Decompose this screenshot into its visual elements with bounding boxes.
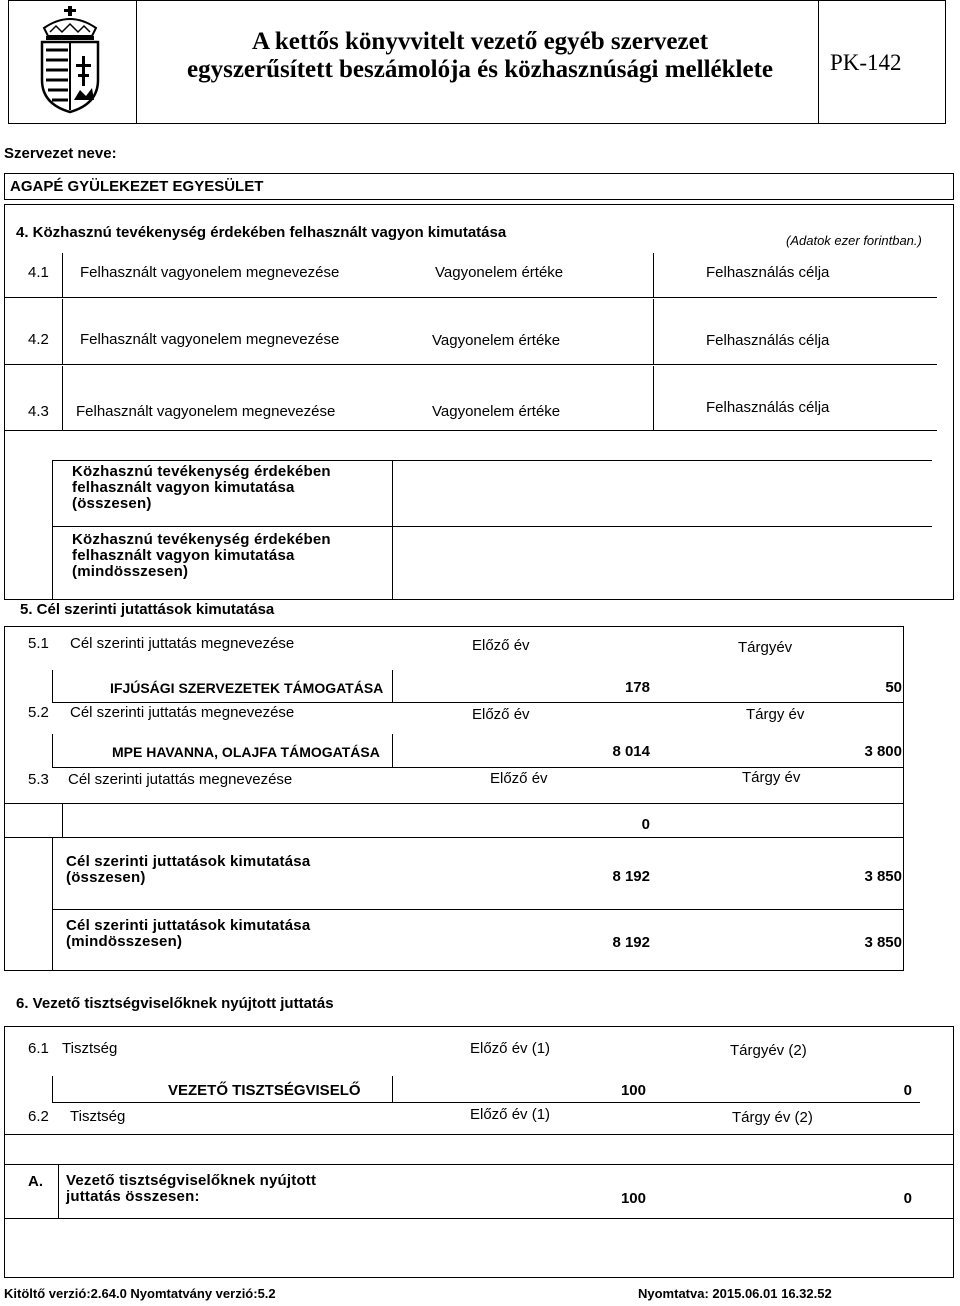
- block-4-2-col-value: Vagyonelem értéke: [432, 332, 561, 349]
- block-4-2-underline: [4, 364, 937, 365]
- block-6-1-col-prev: Előző év (1): [470, 1040, 551, 1057]
- block-5-3-top: [4, 803, 904, 804]
- section-4-total-top: [52, 460, 932, 461]
- section-6-total-label: Vezető tisztségviselőknek nyújtott juttatás összesen:: [66, 1172, 317, 1205]
- header-divider: [136, 0, 137, 124]
- block-5-2-row-curr: 3 800: [864, 743, 902, 760]
- unit-note: (Adatok ezer forintban.): [786, 233, 922, 248]
- block-4-1-col-value: Vagyonelem értéke: [435, 264, 564, 281]
- block-4-1-col-purpose: Felhasználás célja: [706, 264, 830, 281]
- section-6-total-curr: 0: [903, 1190, 912, 1207]
- block-6-1-row-name: VEZETŐ TISZTSÉGVISELŐ: [168, 1082, 361, 1099]
- section-4-title: 4. Közhasznú tevékenység érdekében felhasznált vagyon kimutatása: [16, 224, 507, 241]
- block-6-1-col-curr: Tárgyév (2): [730, 1042, 807, 1059]
- block-4-3-underline: [4, 430, 937, 431]
- block-6-2-underline: [4, 1164, 954, 1165]
- section-6-total-number: A.: [28, 1173, 43, 1190]
- coat-of-arms-logo: [30, 4, 110, 116]
- block-5-3-sep: [62, 803, 63, 837]
- block-5-1-row-curr: 50: [885, 679, 902, 696]
- block-5-1-underline: [52, 702, 904, 703]
- section-5-total-sep: [52, 837, 53, 971]
- block-6-1-sep-2: [392, 1076, 393, 1102]
- form-title-line-1: A kettős könyvvitelt vezető egyéb szervezet: [251, 28, 709, 55]
- block-4-1-underline: [4, 297, 937, 298]
- section-5-total-prev: 8 192: [612, 868, 650, 885]
- block-5-2-underline: [52, 767, 904, 768]
- block-5-1-number: 5.1: [28, 635, 49, 652]
- section-5-total-label: Cél szerinti juttatások kimutatása (összesen): [66, 853, 311, 886]
- block-4-3-col-value: Vagyonelem értéke: [432, 403, 561, 420]
- section-4-total-sep: [52, 460, 53, 600]
- block-4-2-sep-1: [62, 299, 63, 364]
- section-6-title: 6. Vezető tisztségviselőknek nyújtott juttatás: [16, 995, 334, 1012]
- form-title: [150, 28, 810, 84]
- block-5-1-col-curr: Tárgyév: [738, 639, 793, 656]
- section-6-total-sep: [58, 1164, 59, 1218]
- section-5-grand-total-label: Cél szerinti juttatások kimutatása (mindösszesen): [66, 917, 311, 950]
- organization-label: Szervezet neve:: [4, 145, 117, 162]
- block-4-1-number: 4.1: [28, 264, 49, 281]
- block-5-1-col-name: Cél szerinti juttatás megnevezése: [70, 635, 295, 652]
- block-6-1-number: 6.1: [28, 1040, 49, 1057]
- block-5-2-col-name: Cél szerinti juttatás megnevezése: [70, 704, 295, 721]
- form-title-line-2: egyszerűsített beszámolója és közhasznúsági melléklete: [187, 56, 773, 83]
- organization-name: AGAPÉ GYÜLEKEZET EGYESÜLET: [10, 178, 264, 195]
- block-4-1-col-name: Felhasznált vagyonelem megnevezése: [80, 264, 340, 281]
- block-5-3-col-prev: Előző év: [490, 770, 548, 787]
- block-4-2-col-purpose: Felhasználás célja: [706, 332, 830, 349]
- section-4-grand-total-label: Közhasznú tevékenység érdekében felhasznált vagyon kimutatása (mindösszesen): [72, 531, 331, 580]
- block-5-1-row-name: IFJÚSÁGI SZERVEZETEK TÁMOGATÁSA: [110, 680, 384, 696]
- block-6-2-col-curr: Tárgy év (2): [732, 1109, 813, 1126]
- block-6-2-col-prev: Előző év (1): [470, 1106, 551, 1123]
- block-5-2-sep-2: [392, 734, 393, 767]
- block-4-1-sep-1: [62, 253, 63, 297]
- block-6-2-col-name: Tisztség: [70, 1108, 126, 1125]
- block-6-1-row-prev: 100: [620, 1082, 646, 1099]
- block-5-1-row-prev: 178: [624, 679, 650, 696]
- section-6-total-prev: 100: [620, 1190, 646, 1207]
- footer-version: Kitöltő verzió:2.64.0 Nyomtatvány verzió:5.2: [4, 1286, 276, 1301]
- block-6-2-row-top: [4, 1134, 954, 1135]
- section-4-total-bottom: [52, 526, 932, 527]
- block-6-1-col-name: Tisztség: [62, 1040, 118, 1057]
- block-6-1-sep: [52, 1076, 53, 1102]
- block-6-1-row-curr: 0: [903, 1082, 912, 1099]
- block-4-1-sep-2: [653, 253, 654, 297]
- section-5-total-curr: 3 850: [864, 868, 902, 885]
- block-6-1-underline: [52, 1102, 920, 1103]
- block-5-2-row-name: MPE HAVANNA, OLAJFA TÁMOGATÁSA: [112, 744, 380, 760]
- block-6-2-number: 6.2: [28, 1108, 49, 1125]
- footer-printed: Nyomtatva: 2015.06.01 16.32.52: [638, 1286, 832, 1301]
- block-4-2-col-name: Felhasznált vagyonelem megnevezése: [80, 331, 340, 348]
- section-6-box: [4, 1026, 954, 1278]
- block-5-1-sep: [52, 670, 53, 702]
- section-5-grand-total-curr: 3 850: [864, 934, 902, 951]
- block-4-3-col-name: Felhasznált vagyonelem megnevezése: [76, 403, 336, 420]
- block-4-3-col-purpose: Felhasználás célja: [706, 399, 830, 416]
- block-5-3-col-name: Cél szerinti jutattás megnevezése: [68, 771, 293, 788]
- block-5-3-number: 5.3: [28, 771, 49, 788]
- block-4-3-sep-2: [653, 366, 654, 430]
- header-divider-right: [818, 0, 819, 124]
- section-5-grand-total-prev: 8 192: [612, 934, 650, 951]
- section-5-title: 5. Cél szerinti jutattások kimutatása: [20, 601, 275, 618]
- section-4-total-sep-2: [392, 460, 393, 600]
- block-4-2-sep-2: [653, 299, 654, 364]
- form-code: PK-142: [830, 50, 902, 75]
- block-5-2-row-prev: 8 014: [612, 743, 650, 760]
- block-5-2-col-prev: Előző év: [472, 706, 530, 723]
- block-4-2-number: 4.2: [28, 331, 49, 348]
- block-5-3-row-prev: 0: [641, 816, 650, 833]
- block-5-2-col-curr: Tárgy év: [746, 706, 805, 723]
- block-5-3-underline: [4, 837, 904, 838]
- section-5-total-bottom: [52, 909, 904, 910]
- block-5-1-col-prev: Előző év: [472, 637, 530, 654]
- block-5-2-sep: [52, 734, 53, 767]
- section-4-total-label: Közhasznú tevékenység érdekében felhasznált vagyon kimutatása (összesen): [72, 463, 331, 512]
- block-5-3-col-curr: Tárgy év: [742, 769, 801, 786]
- block-5-1-sep-2: [392, 670, 393, 702]
- block-5-2-number: 5.2: [28, 704, 49, 721]
- block-4-3-sep-1: [62, 366, 63, 430]
- section-6-total-bottom: [4, 1218, 954, 1219]
- block-4-3-number: 4.3: [28, 403, 49, 420]
